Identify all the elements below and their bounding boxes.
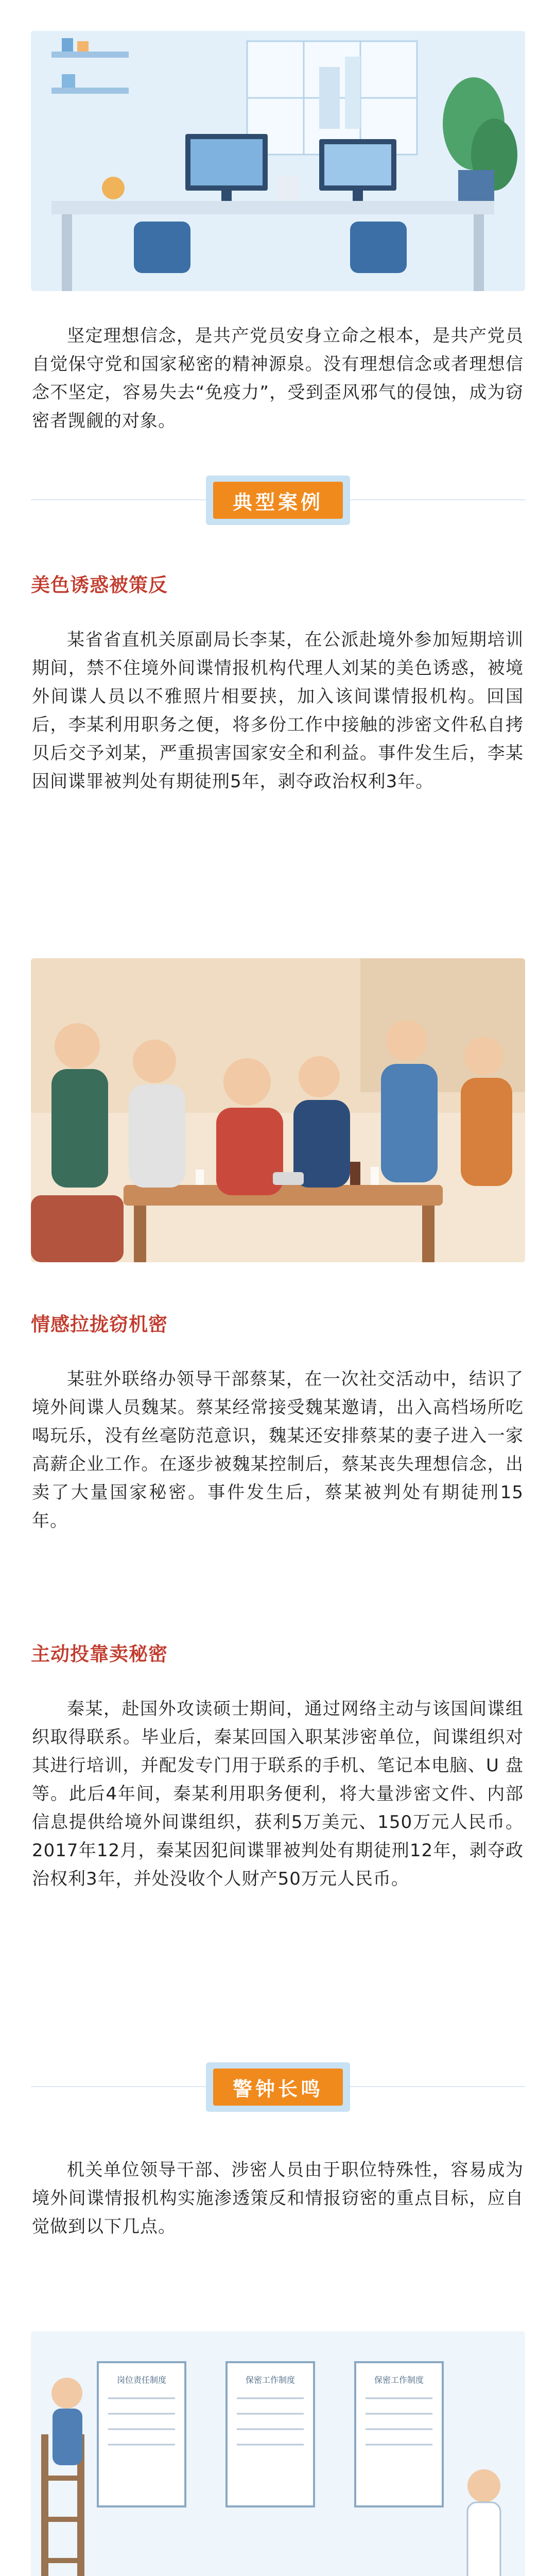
board-3-title: 保密工作制度: [374, 2375, 424, 2385]
office-illustration-art: [31, 31, 525, 291]
case1-heading: 美色诱惑被策反: [31, 574, 168, 596]
case3-paragraph: 秦某，赴国外攻读硕士期间，通过网络主动与该国间谍组织取得联系。毕业后，秦某回国入职某涉密单位，间谍组织对其进行培训，并配发专门用于联系的手机、笔记本电脑、U 盘等。此后4年间，秦某利用职务便利，将大量涉密文件、内部信息提供给境外间谍组织，获利5万美元、150万元人民币。2017年12月，秦某因犯间谍罪被判处有期徒刑12年，剥夺政治权利3年，并处没收个人财产50万元人民币。: [32, 1699, 524, 1889]
notice-board-illustration-art: [31, 2331, 525, 2576]
intro-paragraph: 坚定理想信念，是共产党员安身立命之根本，是共产党员自觉保守党和国家秘密的精神源泉。没有理想信念或者理想信念不坚定，容易失去“免疫力”，受到歪风邪气的侵蚀，成为窃密者觊觎的对象。: [32, 326, 524, 431]
party-illustration-art: [31, 958, 525, 1262]
notice-board-illustration: [31, 2331, 525, 2576]
office-illustration: [31, 31, 525, 291]
section-title-warning: 警钟长鸣: [213, 2069, 343, 2106]
case2-paragraph: 某驻外联络办领导干部蔡某，在一次社交活动中，结识了境外间谍人员魏某。蔡某经常接受魏某邀请，出入高档场所吃喝玩乐，没有丝毫防范意识，魏某还安排蔡某的妻子进入一家高薪企业工作。在逐步被魏某控制后，蔡某丧失理想信念，出卖了大量国家秘密。事件发生后，蔡某被判处有期徒刑15年。: [32, 1369, 524, 1531]
board-1-title: 岗位责任制度: [116, 2375, 167, 2385]
warning-intro-paragraph: 机关单位领导干部、涉密人员由于职位特殊性，容易成为境外间谍情报机构实施渗透策反和情报窃密的重点目标，应自觉做到以下几点。: [32, 2160, 524, 2237]
section-banner-cases: [31, 466, 525, 533]
banner-frame: [206, 476, 350, 525]
case2-heading: 情感拉拢窃机密: [31, 1313, 168, 1335]
case3-heading: 主动投靠卖秘密: [31, 1643, 168, 1665]
party-illustration: [31, 958, 525, 1262]
case1-paragraph: 某省省直机关原副局长李某，在公派赴境外参加短期培训期间，禁不住境外间谍情报机构代理人刘某的美色诱惑，被境外间谍人员以不雅照片相要挟，加入该间谍情报机构。回国后，李某利用职务之便，将多份工作中接触的涉密文件私自拷贝后交予刘某，严重损害国家安全和利益。事件发生后，李某因间谍罪被判处有期徒刑5年，剥夺政治权利3年。: [32, 630, 524, 792]
banner-frame: [206, 2062, 350, 2112]
section-banner-warning: [31, 2053, 525, 2120]
board-2-title: 保密工作制度: [245, 2375, 296, 2385]
section-title-cases: 典型案例: [213, 482, 343, 519]
